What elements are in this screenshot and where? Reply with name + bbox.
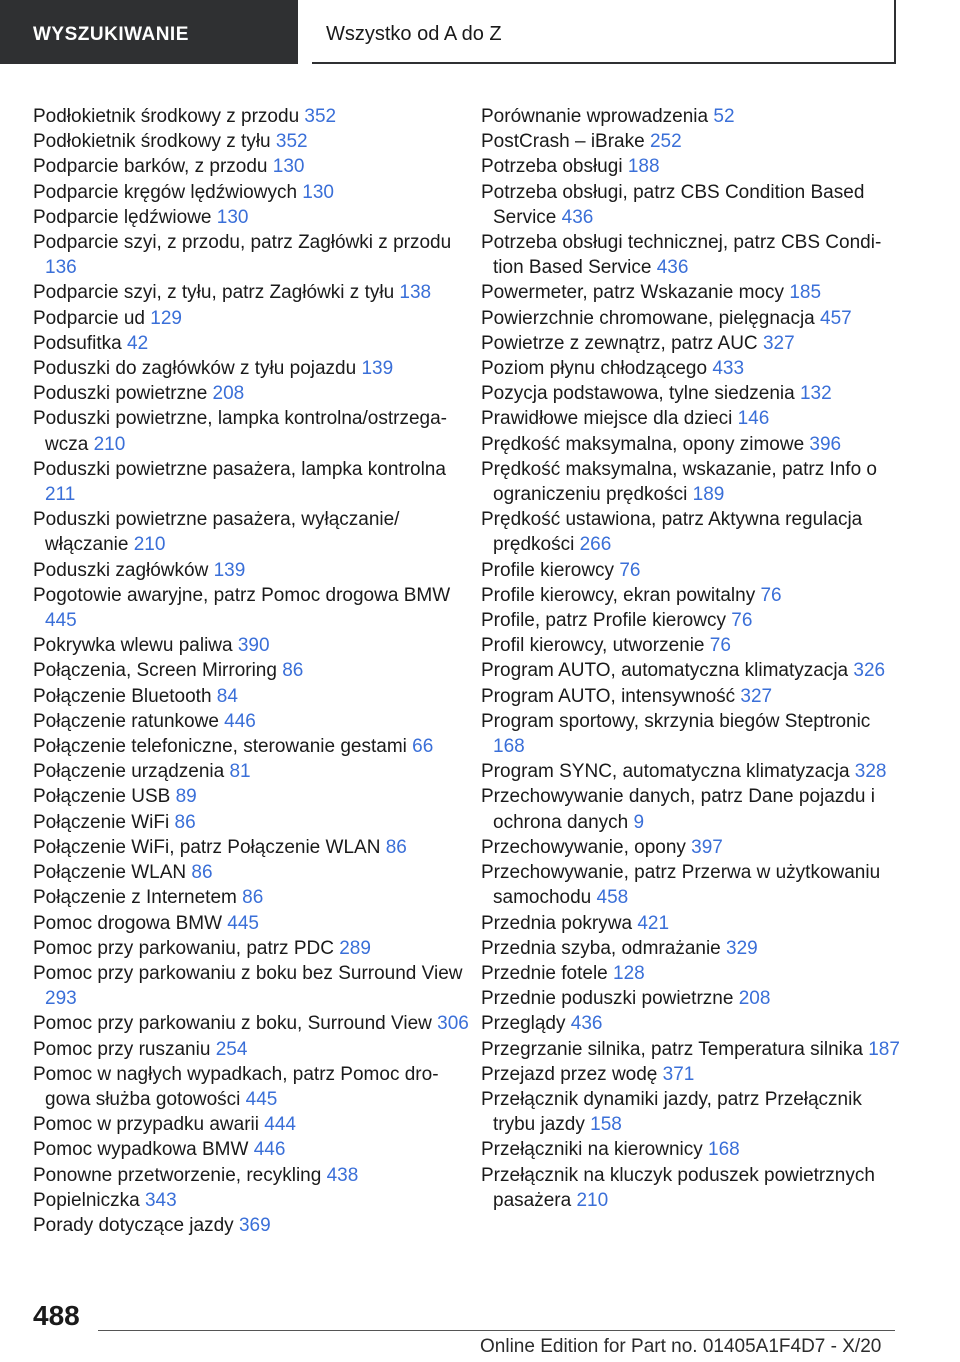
entry-page-link[interactable]: 76 xyxy=(709,635,731,657)
index-entry xyxy=(33,230,473,280)
entry-page-link[interactable]: 210 xyxy=(576,1189,609,1211)
entry-page-link[interactable]: 9 xyxy=(633,811,645,833)
entry-text: Popielniczka xyxy=(33,1189,140,1211)
entry-page-link[interactable]: 293 xyxy=(45,988,77,1010)
entry-text: Przednie poduszki powietrzne xyxy=(481,988,734,1010)
entry-text: Pomoc przy parkowaniu z boku, Surround View xyxy=(33,1013,432,1035)
entry-page-link[interactable]: 328 xyxy=(854,761,887,783)
entry-page-link[interactable]: 352 xyxy=(304,106,337,127)
entry-page-link[interactable]: 254 xyxy=(215,1038,248,1060)
index-entry xyxy=(33,1213,473,1238)
index-entry xyxy=(481,1011,901,1036)
entry-text: Połączenie WiFi, patrz Połączenie WLAN xyxy=(33,836,381,858)
entry-text: Profile kierowcy, ekran powitalny xyxy=(481,584,756,606)
entry-text: Podparcie barków, z przodu xyxy=(33,156,268,178)
index-entry xyxy=(481,1087,901,1137)
index-entry xyxy=(33,1163,473,1188)
index-entry xyxy=(33,1062,473,1112)
entry-page-link[interactable]: 369 xyxy=(238,1214,271,1236)
entry-text: Połączenie telefoniczne, sterowanie gestami xyxy=(33,736,407,758)
index-entry xyxy=(481,860,901,910)
index-entry xyxy=(481,633,901,658)
entry-text: Pokrywka wlewu paliwa xyxy=(33,635,233,657)
entry-text: Pomoc drogowa BMW xyxy=(33,912,223,934)
index-entry xyxy=(33,860,473,885)
entry-text: Połączenie USB xyxy=(33,786,171,808)
entry-page-link[interactable]: 76 xyxy=(760,584,782,606)
entry-text: Przednia pokrywa xyxy=(481,912,633,934)
entry-page-link[interactable]: 76 xyxy=(731,610,753,632)
entry-page-link[interactable]: 211 xyxy=(45,484,76,506)
index-entry xyxy=(481,583,901,608)
entry-text: Przegrzanie silnika, patrz Temperatura silnika xyxy=(481,1038,863,1060)
entry-text: Przechowywanie, opony xyxy=(481,836,686,858)
entry-page-link[interactable]: 86 xyxy=(242,887,264,909)
index-entry xyxy=(33,709,473,734)
entry-page-link[interactable]: 210 xyxy=(133,534,166,556)
entry-page-link[interactable]: 289 xyxy=(339,937,371,959)
footer-edition: Online Edition for Part no. 01405A1F4D7 - X/20 xyxy=(480,1336,882,1357)
index-entry xyxy=(481,154,901,179)
entry-text: Podparcie ud xyxy=(33,307,145,329)
entry-page-link[interactable]: 446 xyxy=(224,710,256,732)
entry-page-link[interactable]: 326 xyxy=(853,660,886,682)
index-entry xyxy=(481,835,901,860)
index-entry xyxy=(481,129,901,154)
entry-text: Prawidłowe miejsce dla dzieci xyxy=(481,408,733,430)
index-entry xyxy=(33,835,473,860)
entry-page-link[interactable]: 130 xyxy=(302,181,334,203)
entry-text: Powierzchnie chromowane, pielęgnacja xyxy=(481,307,815,329)
index-entry xyxy=(33,684,473,709)
index-entry xyxy=(481,1163,901,1213)
entry-text: Program sportowy, skrzynia biegów Steptronic xyxy=(481,710,871,732)
index-entry xyxy=(33,583,473,633)
entry-page-link[interactable]: 138 xyxy=(399,282,432,304)
entry-text: Ponowne przetworzenie, recykling xyxy=(33,1164,322,1186)
entry-text: Program AUTO, intensywność xyxy=(481,685,736,707)
index-entry xyxy=(33,356,473,381)
entry-page-link[interactable]: 445 xyxy=(245,1088,278,1110)
entry-page-link[interactable]: 158 xyxy=(590,1114,622,1136)
entry-page-link[interactable]: 436 xyxy=(570,1013,603,1035)
entry-page-link[interactable]: 132 xyxy=(799,383,832,405)
entry-page-link[interactable]: 210 xyxy=(93,433,126,455)
index-entry xyxy=(33,280,473,305)
entry-page-link[interactable]: 266 xyxy=(579,534,612,556)
index-entry xyxy=(33,1011,473,1036)
entry-page-link[interactable]: 66 xyxy=(412,736,434,758)
entry-page-link[interactable]: 136 xyxy=(45,257,77,279)
entry-page-link[interactable]: 128 xyxy=(613,962,645,984)
index-entry xyxy=(481,784,901,834)
entry-text: Przednie fotele xyxy=(481,962,608,984)
index-entry xyxy=(481,911,901,936)
page-number: 488 xyxy=(33,1300,80,1331)
entry-page-link[interactable]: 444 xyxy=(264,1114,296,1136)
entry-page-link[interactable]: 139 xyxy=(361,358,394,380)
entry-text: Prędkość maksymalna, opony zimowe xyxy=(481,433,805,455)
entry-text: Przeglądy xyxy=(481,1013,566,1035)
entry-text: Poduszki do zagłówków z tyłu pojazdu xyxy=(33,358,357,380)
entry-page-link[interactable]: 130 xyxy=(272,156,305,178)
entry-page-link[interactable]: 187 xyxy=(868,1038,900,1060)
index-entry xyxy=(33,784,473,809)
index-entry xyxy=(33,104,473,129)
entry-text: Poziom płynu chłodzącego xyxy=(481,358,708,380)
entry-text: Porównanie wprowadzenia xyxy=(481,106,709,127)
entry-page-link[interactable]: 457 xyxy=(820,307,852,329)
index-entry xyxy=(33,306,473,331)
entry-page-link[interactable]: 129 xyxy=(150,307,182,329)
index-entry xyxy=(481,936,901,961)
entry-page-link[interactable]: 438 xyxy=(326,1164,359,1186)
entry-text: Podłokietnik środkowy z przodu xyxy=(33,106,300,127)
index-entry xyxy=(481,658,901,683)
index-entry xyxy=(481,104,901,129)
index-entry xyxy=(481,1037,901,1062)
section-title: Wszystko od A do Z xyxy=(312,0,896,64)
entry-text: Potrzeba obsługi technicznej, patrz CBS Condition Based Service xyxy=(481,232,882,279)
entry-text: Prędkość ustawiona, patrz Aktywna regulacja prędkości xyxy=(481,509,863,556)
index-entry xyxy=(481,759,901,784)
index-column-right xyxy=(481,104,901,1213)
entry-page-link[interactable]: 86 xyxy=(174,811,196,833)
index-entry xyxy=(481,986,901,1011)
entry-page-link[interactable]: 252 xyxy=(649,131,682,153)
index-entry xyxy=(481,230,901,280)
index-entry xyxy=(33,558,473,583)
entry-text: Przejazd przez wodę xyxy=(481,1063,658,1085)
entry-text: Podparcie kręgów lędźwiowych xyxy=(33,181,298,203)
index-entry xyxy=(33,1188,473,1213)
index-entry xyxy=(481,1062,901,1087)
index-entry xyxy=(481,356,901,381)
entry-text: Pomoc w przypadku awarii xyxy=(33,1114,259,1136)
index-entry xyxy=(33,507,473,557)
entry-text: Podparcie szyi, z tyłu, patrz Zagłówki z tyłu xyxy=(33,282,395,304)
entry-text: Połączenie urządzenia xyxy=(33,761,225,783)
entry-page-link[interactable]: 433 xyxy=(712,358,745,380)
entry-text: Przełącznik dynamiki jazdy, patrz Przełącznik trybu jazdy xyxy=(481,1088,862,1136)
entry-page-link[interactable]: 42 xyxy=(127,332,149,354)
index-entry xyxy=(33,885,473,910)
entry-text: Przednia szyba, odmrażanie xyxy=(481,937,721,959)
entry-text: Poduszki powietrzne pasażera, wyłączanie/ włączanie xyxy=(33,509,400,556)
footer-divider xyxy=(98,1330,895,1331)
entry-page-link[interactable]: 306 xyxy=(437,1013,469,1035)
index-entry xyxy=(481,507,901,557)
index-entry xyxy=(33,1137,473,1162)
entry-page-link[interactable]: 458 xyxy=(596,887,629,909)
entry-page-link[interactable]: 146 xyxy=(737,408,770,430)
entry-page-link[interactable]: 185 xyxy=(789,282,822,304)
entry-page-link[interactable]: 89 xyxy=(175,786,197,808)
index-entry xyxy=(33,1112,473,1137)
index-entry xyxy=(481,457,901,507)
entry-page-link[interactable]: 188 xyxy=(627,156,660,178)
entry-text: Poduszki powietrzne, lampka kontrolna/ostrzegawcza xyxy=(33,408,447,455)
entry-page-link[interactable]: 86 xyxy=(191,862,213,884)
entry-text: Porady dotyczące jazdy xyxy=(33,1214,234,1236)
entry-page-link[interactable]: 168 xyxy=(708,1139,740,1161)
entry-page-link[interactable]: 446 xyxy=(253,1139,286,1161)
entry-text: Poduszki zagłówków xyxy=(33,559,209,581)
entry-page-link[interactable]: 397 xyxy=(691,836,723,858)
index-entry xyxy=(33,936,473,961)
entry-page-link[interactable]: 86 xyxy=(282,660,304,682)
entry-page-link[interactable]: 445 xyxy=(227,912,259,934)
index-entry xyxy=(481,306,901,331)
index-entry xyxy=(481,381,901,406)
index-entry xyxy=(33,129,473,154)
entry-page-link[interactable]: 168 xyxy=(493,736,525,758)
entry-text: Przechowywanie danych, patrz Dane pojazdu i ochrona danych xyxy=(481,786,875,833)
entry-text: Pomoc w nagłych wypadkach, patrz Pomoc drogowa służba gotowości xyxy=(33,1063,439,1110)
entry-text: Połączenie Bluetooth xyxy=(33,685,212,707)
entry-text: Przełączniki na kierownicy xyxy=(481,1139,703,1161)
index-entry xyxy=(33,633,473,658)
entry-text: Powietrze z zewnątrz, patrz AUC xyxy=(481,332,758,354)
index-entry xyxy=(481,331,901,356)
entry-text: Prędkość maksymalna, wskazanie, patrz Info o ograniczeniu prędkości xyxy=(481,458,878,506)
entry-page-link[interactable]: 130 xyxy=(216,206,249,228)
entry-text: Pozycja podstawowa, tylne siedzenia xyxy=(481,383,795,405)
entry-text: Przełącznik na kluczyk poduszek powietrznych pasażera xyxy=(481,1164,875,1211)
entry-page-link[interactable]: 329 xyxy=(726,937,758,959)
index-entry xyxy=(33,205,473,230)
index-entry xyxy=(481,961,901,986)
entry-text: Pomoc przy ruszaniu xyxy=(33,1038,211,1060)
index-entry xyxy=(33,457,473,507)
index-entry xyxy=(33,759,473,784)
entry-page-link[interactable]: 139 xyxy=(213,559,246,581)
entry-text: Połączenie WLAN xyxy=(33,862,187,884)
entry-text: Połączenie ratunkowe xyxy=(33,710,219,732)
entry-text: Połączenie WiFi xyxy=(33,811,170,833)
index-entry xyxy=(481,1137,901,1162)
entry-text: Podparcie lędźwiowe xyxy=(33,206,212,228)
entry-text: Pomoc wypadkowa BMW xyxy=(33,1139,249,1161)
index-entry xyxy=(33,911,473,936)
index-entry xyxy=(33,658,473,683)
index-entry xyxy=(33,331,473,356)
section-tab: WYSZUKIWANIE xyxy=(0,0,298,64)
entry-page-link[interactable]: 189 xyxy=(692,484,725,506)
entry-page-link[interactable]: 208 xyxy=(212,383,245,405)
index-entry xyxy=(481,684,901,709)
entry-text: Podsufitka xyxy=(33,332,122,354)
entry-text: Profile, patrz Profile kierowcy xyxy=(481,610,726,632)
index-entry xyxy=(33,1037,473,1062)
entry-text: Profile kierowcy xyxy=(481,559,615,581)
entry-page-link[interactable]: 343 xyxy=(144,1189,177,1211)
entry-page-link[interactable]: 84 xyxy=(216,685,238,707)
index-column-left xyxy=(33,104,473,1238)
entry-text: Pomoc przy parkowaniu z boku bez Surround View xyxy=(33,962,463,984)
index-entry xyxy=(481,180,901,230)
entry-text: Profil kierowcy, utworzenie xyxy=(481,635,705,657)
entry-page-link[interactable]: 445 xyxy=(45,610,77,632)
entry-text: Połączenia, Screen Mirroring xyxy=(33,660,277,682)
entry-text: Pomoc przy parkowaniu, patrz PDC xyxy=(33,937,334,959)
entry-page-link[interactable]: 76 xyxy=(619,559,641,581)
index-entry xyxy=(481,558,901,583)
entry-page-link[interactable]: 421 xyxy=(637,912,670,934)
index-entry xyxy=(33,381,473,406)
entry-page-link[interactable]: 208 xyxy=(738,988,771,1010)
entry-text: Pogotowie awaryjne, patrz Pomoc drogowa BMW xyxy=(33,584,451,606)
entry-page-link[interactable]: 371 xyxy=(662,1063,695,1085)
entry-text: Powermeter, patrz Wskazanie mocy xyxy=(481,282,785,304)
entry-text: Poduszki powietrzne pasażera, lampka kontrolna xyxy=(33,458,446,480)
entry-text: Program SYNC, automatyczna klimatyzacja xyxy=(481,761,850,783)
index-entry xyxy=(481,280,901,305)
entry-page-link[interactable]: 352 xyxy=(275,131,308,153)
entry-text: Podłokietnik środkowy z tyłu xyxy=(33,131,271,153)
index-entry xyxy=(33,810,473,835)
entry-page-link[interactable]: 327 xyxy=(740,685,773,707)
index-entry xyxy=(481,432,901,457)
entry-page-link[interactable]: 81 xyxy=(229,761,251,783)
entry-text: Podparcie szyi, z przodu, patrz Zagłówki z przodu xyxy=(33,232,452,254)
entry-page-link[interactable]: 86 xyxy=(385,836,407,858)
entry-text: Połączenie z Internetem xyxy=(33,887,237,909)
entry-page-link[interactable]: 436 xyxy=(656,257,689,279)
index-entry xyxy=(481,406,901,431)
entry-text: Przechowywanie, patrz Przerwa w użytkowaniu samochodu xyxy=(481,862,881,909)
entry-text: PostCrash – iBrake xyxy=(481,131,645,153)
entry-page-link[interactable]: 52 xyxy=(713,106,735,127)
index-entry xyxy=(33,154,473,179)
entry-page-link[interactable]: 396 xyxy=(809,433,842,455)
index-entry xyxy=(481,709,901,759)
entry-text: Program AUTO, automatyczna klimatyzacja xyxy=(481,660,849,682)
index-entry xyxy=(33,406,473,456)
entry-text: Potrzeba obsługi xyxy=(481,156,623,178)
index-entry xyxy=(33,961,473,1011)
index-entry xyxy=(33,180,473,205)
page-header xyxy=(0,0,960,64)
entry-text: Potrzeba obsługi, patrz CBS Condition Based Service xyxy=(481,181,865,228)
entry-page-link[interactable]: 436 xyxy=(561,206,594,228)
index-entry xyxy=(481,608,901,633)
entry-page-link[interactable]: 327 xyxy=(762,332,795,354)
entry-text: Poduszki powietrzne xyxy=(33,383,208,405)
index-entry xyxy=(33,734,473,759)
entry-page-link[interactable]: 390 xyxy=(237,635,270,657)
